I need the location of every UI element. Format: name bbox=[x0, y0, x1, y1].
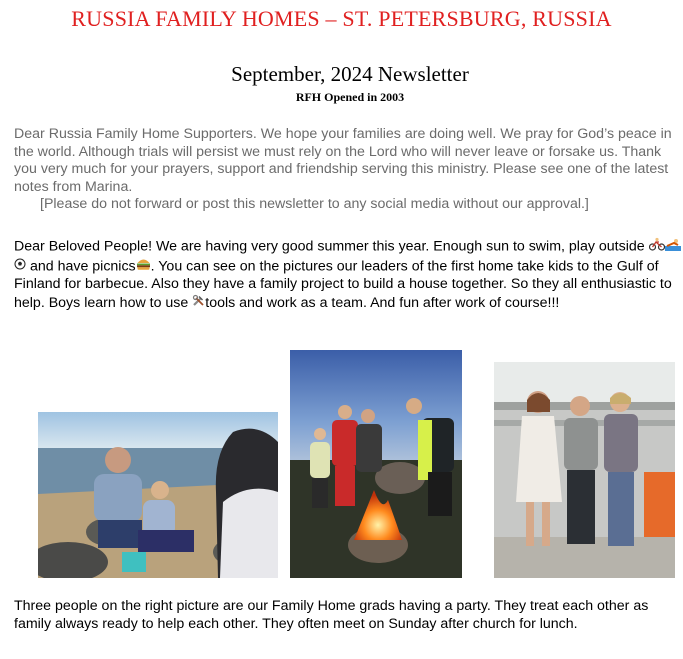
letter-text-3: . You can see on the pictures our leaders of the first home take kids to the Gulf of Finland for barbecue. Also they have a family project to build a house together. So they all enthusiastic to help. Boys learn how to use bbox=[14, 258, 672, 311]
newsletter-subtitle: RFH Opened in 2003 bbox=[295, 90, 405, 104]
letter-text-4: tools and work as a team. And fun after work of course!!! bbox=[205, 294, 560, 311]
newsletter-heading: September, 2024 Newsletter bbox=[231, 62, 469, 86]
letter-text-1: Dear Beloved People! We are having very good summer this year. Enough sun to swim, play outside bbox=[14, 238, 649, 255]
soccer-ball-icon bbox=[14, 258, 26, 276]
bicycle-icon bbox=[649, 237, 665, 257]
intro-paragraph bbox=[14, 126, 682, 214]
photo-caption: Three people on the right picture are our Family Home grads having a party. They treat each other as family always ready to help each other. They often meet on Sunday after church for lunch. bbox=[14, 598, 649, 632]
tools-icon bbox=[192, 294, 205, 313]
marina-letter bbox=[14, 237, 682, 312]
swimmer-icon bbox=[665, 237, 681, 257]
family-home-grads-photo bbox=[494, 362, 675, 578]
social-media-notice: [Please do not forward or post this newsletter to any social media without our approval.] bbox=[40, 196, 589, 212]
campfire-photo bbox=[290, 350, 462, 578]
burger-icon bbox=[136, 257, 151, 277]
beach-picnic-photo bbox=[38, 412, 278, 578]
letter-text-2: and have picnics bbox=[29, 258, 136, 274]
intro-text: Dear Russia Family Home Supporters. We hope your families are doing well. We pray for God’s peace in the world. Although trials will persist we must rely on the Lord who will never leave or forsake us. Thank you very much for your prayers, support and friendship serving this ministry. Please see one of the latest notes from Marina. bbox=[14, 126, 672, 195]
page-title: RUSSIA FAMILY HOMES – ST. PETERSBURG, RUSSIA bbox=[71, 6, 612, 31]
